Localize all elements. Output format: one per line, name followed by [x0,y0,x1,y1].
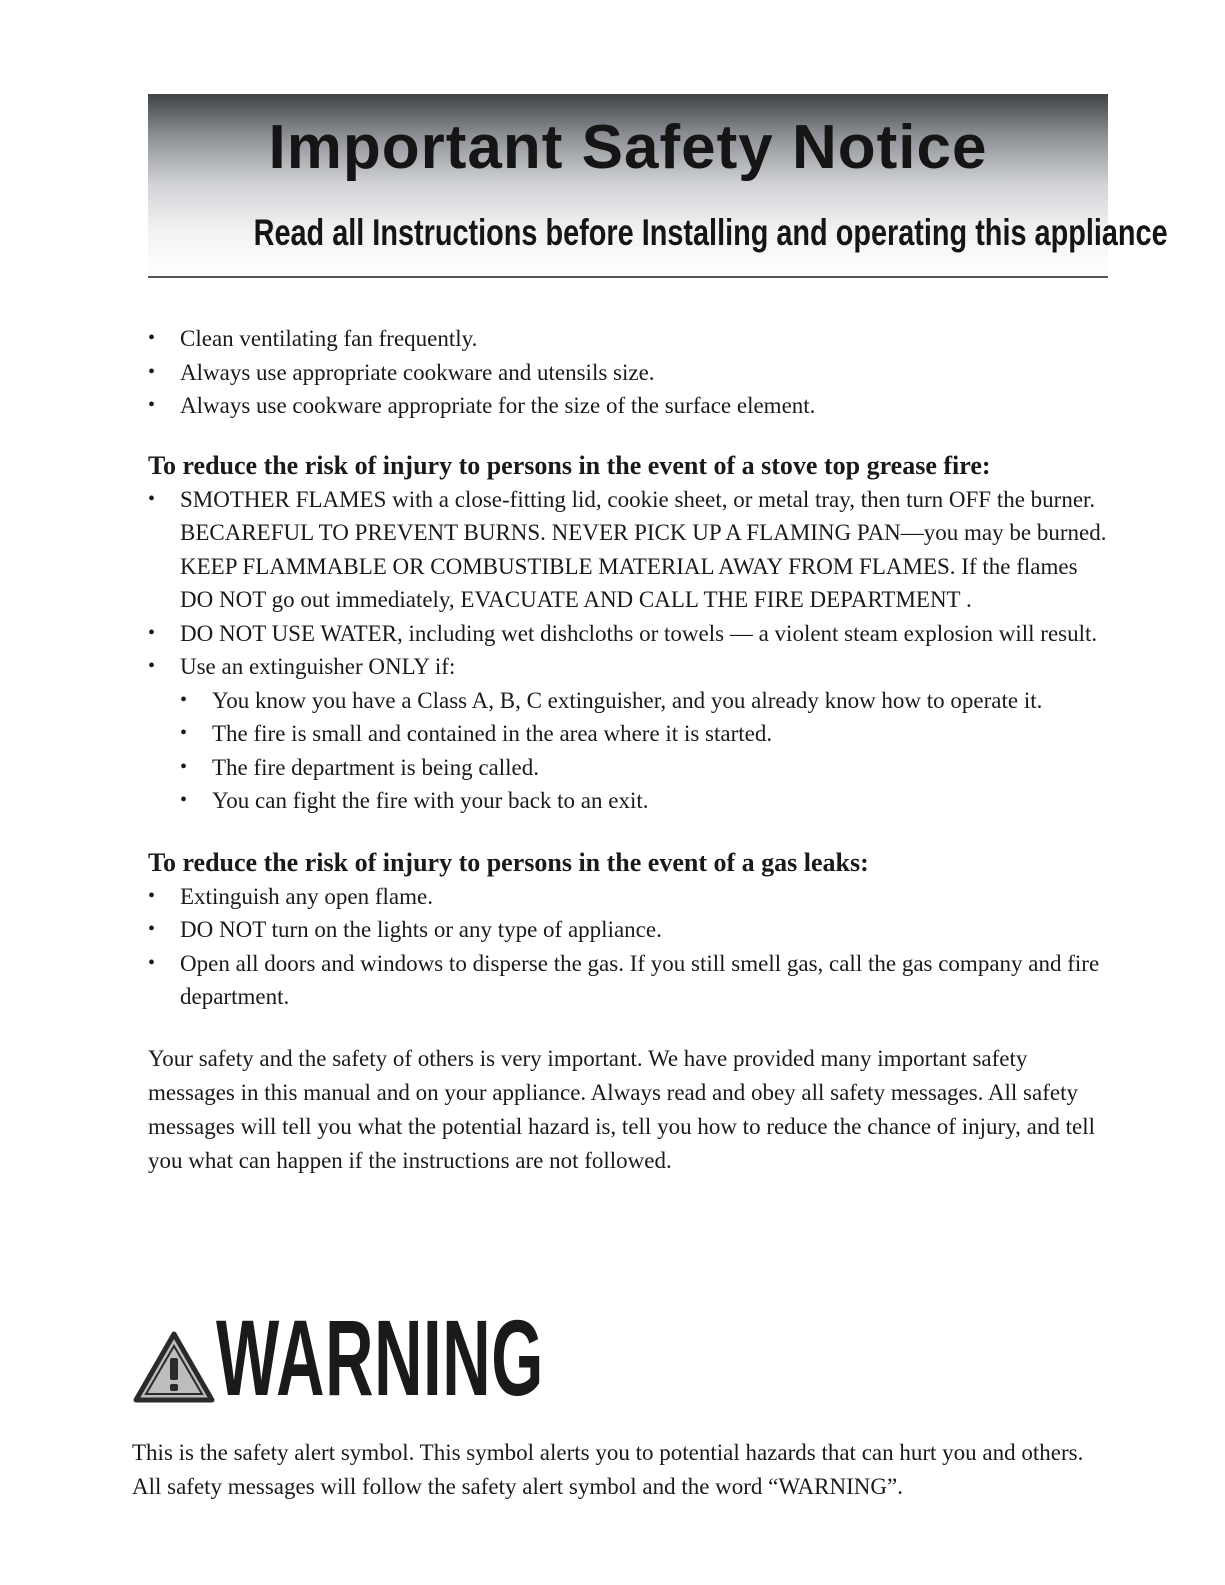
gas-leak-heading: To reduce the risk of injury to persons in the event of a gas leaks: [148,847,869,877]
safety-paragraph: Your safety and the safety of others is very important. We have provided many important safety messages in this manual and on your appliance. Always read and obey all safety messages. All safety messages will tell you what the potential hazard is, tell you how to reduce the chance of injury, and tell you what can happen if the instructions are not followed. [148,1045,1095,1173]
extinguisher-conditions-list [180,684,1108,818]
list-item: • Clean ventilating fan frequently. [148,322,1108,356]
list-item: • Open all doors and windows to disperse the gas. If you still smell gas, call the gas company and fire department. [148,947,1108,1014]
list-item: • Always use cookware appropriate for the size of the surface element. [148,389,1108,423]
warning-line-2: All safety messages will follow the safety alert symbol and the word “WARNING”. [132,1474,903,1499]
grease-fire-heading: To reduce the risk of injury to persons in the event of a stove top grease fire: [148,450,991,480]
page-subtitle: Read all Instructions before Installing and operating this appliance [253,212,1168,253]
main-content [148,322,1108,1178]
warning-word: WARNING [216,1297,544,1418]
list-item: • DO NOT turn on the lights or any type of appliance. [148,913,1108,947]
general-tips-list [148,322,1108,423]
warning-block [132,1297,745,1418]
list-item: • SMOTHER FLAMES with a close-fitting lid, cookie sheet, or metal tray, then turn OFF the burner. BECAREFUL TO PREVENT BURNS. NEVER PICK UP A FLAMING PAN—you may be burned. KEEP FLAMMABLE OR COMBUSTIBLE MATERIAL AWAY FROM FLAMES. If the flames DO NOT go out immediately, EVACUATE AND CALL THE FIRE DEPARTMENT . [148,483,1108,617]
extinguisher-intro: Use an extinguisher ONLY if: [180,654,456,679]
list-item: • Extinguish any open flame. [148,880,1108,914]
list-item: • The fire department is being called. [180,751,1108,785]
grease-fire-list [148,483,1108,818]
gas-leak-list [148,880,1108,1014]
list-item: • You know you have a Class A, B, C extinguisher, and you already know how to operate it. [180,684,1108,718]
page-title: Important Safety Notice [268,113,988,182]
list-item: • Always use appropriate cookware and utensils size. [148,356,1108,390]
warning-line-1: This is the safety alert symbol. This symbol alerts you to potential hazards that can hurt you and others. [132,1440,1084,1465]
list-item [148,650,1108,818]
list-item: • DO NOT USE WATER, including wet dishcloths or towels — a violent steam explosion will result. [148,617,1108,651]
warning-explanation [132,1436,1112,1504]
warning-triangle-icon [132,1330,216,1404]
list-item: • You can fight the fire with your back to an exit. [180,784,1108,818]
header-banner [148,94,1168,278]
list-item: • The fire is small and contained in the area where it is started. [180,717,1108,751]
